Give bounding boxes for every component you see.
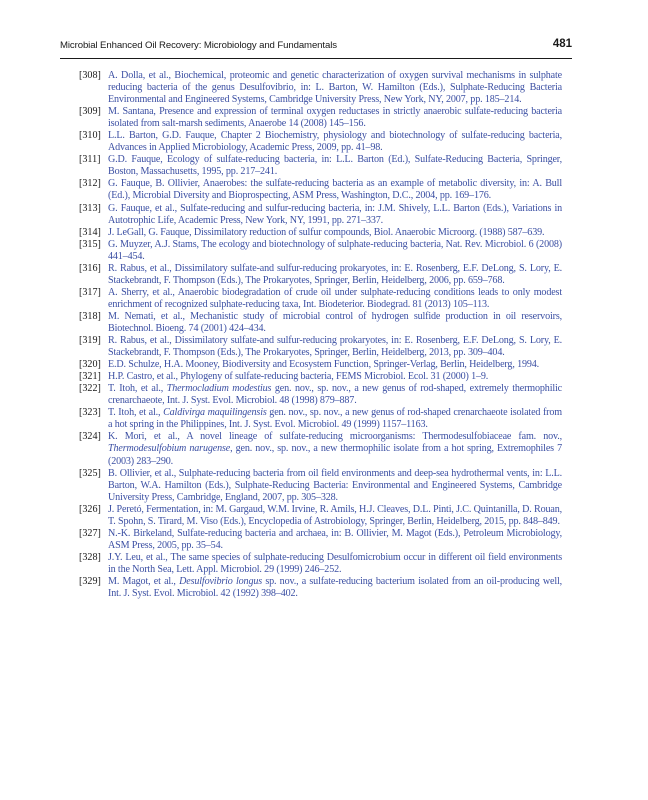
reference-text[interactable]: B. Ollivier, et al., Sulphate-reducing bacteria from oil field environments and deep-sea hydrothermal vents, in: L.L. Barton, W.A. Hamilton (Eds.), Sulphate-Reducing Bacteria: Environmental and Engineered Systems, Cambridge University Press, Cambridge, England, 2007, pp. 305–328.	[108, 467, 562, 503]
reference-number: [322]	[79, 383, 101, 395]
reference-number: [319]	[79, 335, 101, 347]
reference-list	[79, 70, 562, 600]
reference-number: [317]	[79, 286, 101, 298]
reference-item[interactable]	[79, 431, 562, 467]
reference-number: [329]	[79, 575, 101, 587]
reference-item[interactable]	[79, 467, 562, 504]
reference-number: [315]	[79, 238, 101, 250]
reference-number: [314]	[79, 226, 101, 238]
reference-taxon-italic: Thermocladium modestius	[166, 383, 272, 395]
reference-text[interactable]: J.Y. Leu, et al., The same species of sulphate-reducing Desulfomicrobium occur in different oil field environments in the North Sea, Lett. Appl. Microbiol. 29 (1999) 246–252.	[108, 551, 562, 575]
reference-item[interactable]	[79, 575, 562, 600]
reference-text-cont: gen. nov., sp. nov., a new genus of rod-shaped crenarchaeote isolated from a hot spring in the Philippines, Int. J. Syst. Evol. Microbiol. 49 (1999) 1157–1163.	[108, 407, 562, 431]
reference-number: [313]	[79, 202, 101, 214]
reference-item[interactable]	[79, 527, 562, 552]
reference-number: [308]	[79, 70, 101, 81]
header-rule	[60, 58, 572, 59]
reference-text[interactable]: J. LeGall, G. Fauque, Dissimilatory reduction of sulfur compounds, Biol. Anaerobic Microorg. (1988) 587–639.	[108, 226, 545, 238]
running-title: Microbial Enhanced Oil Recovery: Microbiology and Fundamentals	[60, 40, 337, 51]
reference-number: [323]	[79, 407, 101, 419]
reference-number: [325]	[79, 467, 101, 479]
reference-text[interactable]: M. Magot, et al.,	[108, 575, 180, 587]
page-number: 481	[552, 38, 572, 50]
reference-item[interactable]	[79, 238, 562, 263]
reference-number: [327]	[79, 527, 101, 539]
reference-item[interactable]	[79, 503, 562, 528]
reference-text[interactable]: A. Dolla, et al., Biochemical, proteomic and genetic characterization of oxygen survival mechanisms in sulphate reducing bacteria of the genus Desulfovibrio, in: L. Barton, W. Hamilton (Eds.), Sulphate-Reducing Bacteria Environmental and Engineered Systems, Cambridge University Press, New York, NY, 2007, pp. 185–214.	[108, 70, 562, 106]
reference-item[interactable]	[79, 154, 562, 178]
reference-item[interactable]	[79, 371, 562, 383]
reference-number: [312]	[79, 178, 101, 190]
running-head	[60, 38, 572, 54]
reference-number: [326]	[79, 503, 101, 515]
reference-taxon-italic: Thermodesulfobium narugense	[108, 443, 231, 455]
reference-text[interactable]: H.P. Castro, et al., Phylogeny of sulfate-reducing bacteria, FEMS Microbiol. Ecol. 31 (2000) 1–9.	[108, 371, 489, 383]
reference-text-cont: sp. nov., a sulfate-reducing bacterium isolated from an oil-producing well, Int. J. Syst. Evol. Microbiol. 42 (1992) 398–402.	[108, 575, 562, 600]
reference-item[interactable]	[79, 202, 562, 227]
reference-text[interactable]: T. Itoh, et al.,	[108, 407, 164, 419]
reference-taxon-italic: Desulfovibrio longus	[179, 575, 263, 587]
reference-text[interactable]: M. Nemati, et al., Mechanistic study of microbial control of hydrogen sulfide production in oil reservoirs, Biotechnol. Bioeng. 74 (2001) 424–434.	[108, 310, 562, 334]
reference-item[interactable]	[79, 130, 562, 154]
reference-item[interactable]	[79, 551, 562, 576]
reference-item[interactable]	[79, 335, 562, 359]
reference-text[interactable]: G. Fauque, B. Ollivier, Anaerobes: the sulfate-reducing bacteria as an example of metabolic diversity, in: A. Bull (Ed.), Microbial Diversity and Bioprospecting, ASM Press, Washington, D.C., 2004, pp. 169–176.	[108, 178, 562, 202]
reference-text[interactable]: K. Mori, et al., A novel lineage of sulfate-reducing microorganisms: Thermodesulfobiaceae fam. nov.,	[108, 431, 562, 443]
reference-number: [310]	[79, 130, 101, 142]
reference-text[interactable]: R. Rabus, et al., Dissimilatory sulfate-and sulfur-reducing prokaryotes, in: E. Rosenberg, E.F. DeLong, S. Lory, E. Stackebrandt, F. Thompson (Eds.), The Prokaryotes, Springer, Berlin, Heidelberg, 2013, pp. 309–404.	[108, 335, 562, 359]
reference-text[interactable]: G. Muyzer, A.J. Stams, The ecology and biotechnology of sulphate-reducing bacteria, Nat. Rev. Microbiol. 6 (2008) 441–454.	[108, 238, 562, 262]
reference-text[interactable]: G. Fauque, et al., Sulfate-reducing and sulfur-reducing bacteria, in: J.M. Shively, L.L. Barton (Eds.), Variations in Autotrophic Life, Academic Press, New York, NY, 1991, pp. 271–337.	[108, 202, 562, 226]
reference-item[interactable]	[79, 383, 562, 407]
reference-item[interactable]	[79, 106, 562, 130]
reference-item[interactable]	[79, 359, 562, 371]
reference-text[interactable]: M. Santana, Presence and expression of terminal oxygen reductases in strictly anaerobic sulfate-reducing bacteria isolated from salt-marsh sediments, Anaerobe 14 (2008) 145–156.	[108, 106, 562, 130]
reference-text[interactable]: J. Peretó, Fermentation, in: M. Gargaud, W.M. Irvine, R. Amils, H.J. Cleaves, D.L. Pinti, J.C. Quintanilla, D. Rouan, T. Spohn, S. Tirard, M. Viso (Eds.), Encyclopedia of Astrobiology, Springer, Berlin, Heidelberg, 2015, pp. 848–849.	[108, 503, 562, 527]
reference-item[interactable]	[79, 226, 562, 239]
reference-item[interactable]	[79, 70, 562, 106]
reference-text[interactable]: R. Rabus, et al., Dissimilatory sulfate-and sulfur-reducing prokaryotes, in: E. Rosenberg, E.F. DeLong, S. Lory, E. Stackebrandt, F. Thompson (Eds.), The Prokaryotes, Springer, Berlin, Heidelberg, 2006, pp. 659–768.	[108, 262, 562, 286]
reference-number: [324]	[79, 431, 101, 443]
reference-text-cont: , gen. nov., sp. nov., a new thermophilic isolate from a hot spring, Extremophiles 7 (2003) 283–290.	[108, 443, 562, 467]
reference-text[interactable]: G.D. Fauque, Ecology of sulfate-reducing bacteria, in: L.L. Barton (Ed.), Sulfate-Reducing Bacteria, Springer, Boston, Massachusetts, 1995, pp. 217–241.	[108, 154, 562, 178]
reference-text-cont: gen. nov., sp. nov., a new genus of rod-shaped, extremely thermophilic crenarchaeote, Int. J. Syst. Evol. Microbiol. 48 (1998) 879–887.	[108, 383, 562, 407]
reference-number: [321]	[79, 371, 101, 383]
reference-number: [311]	[79, 154, 101, 166]
reference-number: [320]	[79, 359, 101, 371]
reference-number: [328]	[79, 551, 101, 563]
reference-text[interactable]: T. Itoh, et al.,	[108, 383, 167, 395]
reference-item[interactable]	[79, 407, 562, 431]
reference-text[interactable]: N.-K. Birkeland, Sulfate-reducing bacteria and archaea, in: B. Ollivier, M. Magot (Eds.), Petroleum Microbiology, ASM Press, 2005, pp. 35–54.	[108, 527, 562, 551]
reference-text[interactable]: E.D. Schulze, H.A. Mooney, Biodiversity and Ecosystem Function, Springer-Verlag, Berlin, Heidelberg, 1994.	[108, 359, 540, 371]
reference-item[interactable]	[79, 286, 562, 311]
reference-text[interactable]: L.L. Barton, G.D. Fauque, Chapter 2 Biochemistry, physiology and biotechnology of sulfate-reducing bacteria, Advances in Applied Microbiology, Academic Press, 2009, pp. 41–98.	[108, 130, 562, 154]
reference-taxon-italic: Caldivirga maquilingensis	[163, 407, 267, 419]
reference-item[interactable]	[79, 262, 562, 287]
reference-text[interactable]: A. Sherry, et al., Anaerobic biodegradation of crude oil under sulphate-reducing conditions leads to only modest enrichment of recognized sulphate-reducing taxa, Int. Biodeterior. Biodegrad. 81 (2013) 105–113.	[108, 286, 562, 310]
reference-number: [318]	[79, 310, 101, 322]
reference-item[interactable]	[79, 178, 562, 202]
reference-item[interactable]	[79, 310, 562, 335]
reference-number: [316]	[79, 262, 101, 274]
reference-number: [309]	[79, 106, 101, 118]
